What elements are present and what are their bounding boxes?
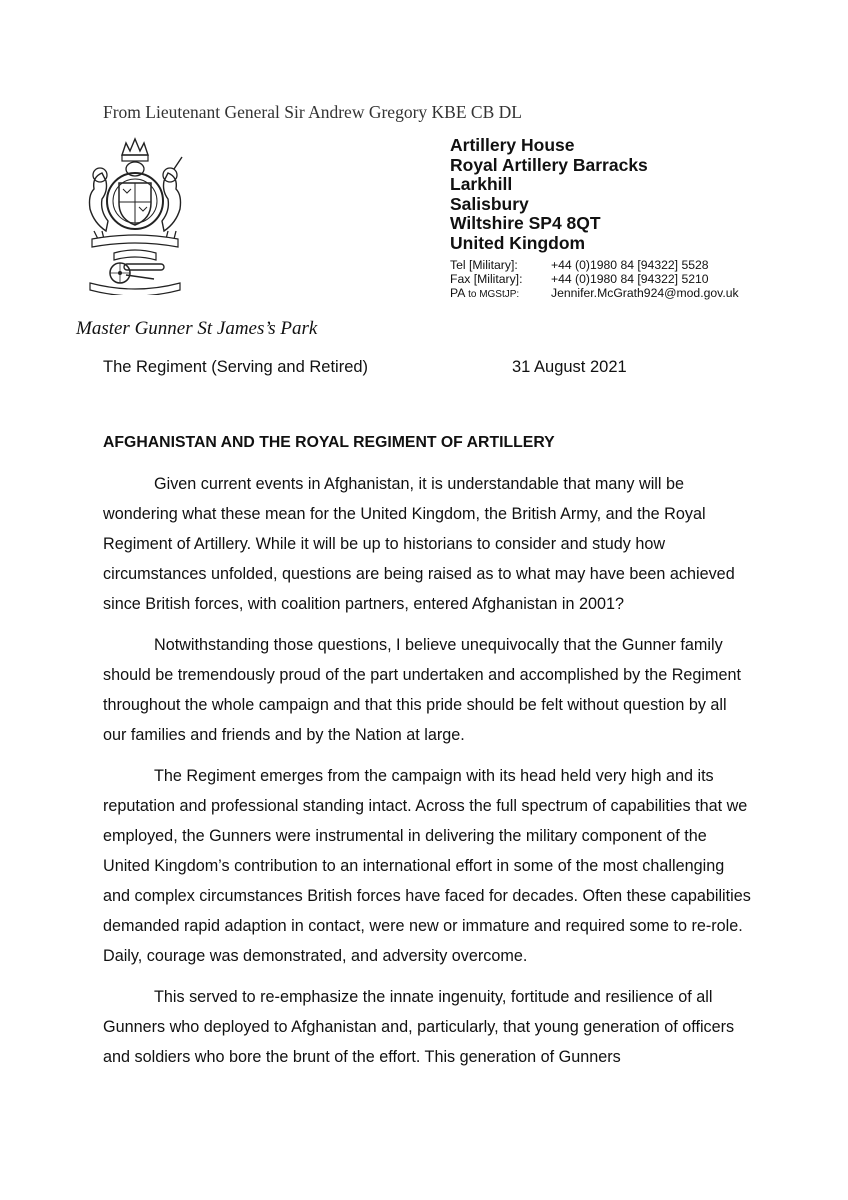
pa-email[interactable]: Jennifer.McGrath924@mod.gov.uk (551, 286, 739, 300)
fax-value: +44 (0)1980 84 [94322] 5210 (551, 272, 709, 286)
royal-coat-of-arms-icon (70, 135, 200, 295)
address-line: United Kingdom (450, 232, 586, 253)
contact-details (450, 258, 739, 302)
pa-row (450, 286, 739, 302)
body-paragraph: Given current events in Afghanistan, it is understandable that many will be wondering what these mean for the United Kingdom, the British Army, and the Royal Regiment of Artillery. While it will be up to historians to consider and study how circumstances unfolded, questions are being raised as to what may have been achieved since British forces, with coalition partners, entered Afghanistan in 2001? (103, 475, 735, 613)
address-line: Royal Artillery Barracks (450, 154, 648, 175)
tel-row (450, 258, 739, 272)
sender-line: From Lieutenant General Sir Andrew Gregory KBE CB DL (103, 102, 522, 122)
tel-label: Tel [Military]: (450, 258, 518, 272)
body-paragraph: Notwithstanding those questions, I believe unequivocally that the Gunner family should be tremendously proud of the part undertaken and accomplished by the Regiment throughout the whole campaign and that this pride should be felt without question by all our families and friends and by the Nation at large. (103, 636, 742, 744)
fax-row (450, 272, 739, 286)
body-paragraph: The Regiment emerges from the campaign with its head held very high and its reputation and professional standing intact. Across the full spectrum of capabilities that we employed, the Gunners were instrumental in delivering the military component of the United Kingdom’s contribution to an international effort in some of the most challenging and complex circumstances British forces have faced for decades. Often these capabilities demanded rapid adaption in contact, were new or immature and required some to re-role. Daily, courage was demonstrated, and adversity overcome. (103, 767, 751, 965)
pa-suffix: to MGStJP: (468, 289, 520, 300)
letter-date: 31 August 2021 (512, 358, 627, 376)
office-title: Master Gunner St James’s Park (76, 318, 318, 339)
address-line: Artillery House (450, 135, 575, 155)
tel-value: +44 (0)1980 84 [94322] 5528 (551, 258, 709, 272)
letter-body (103, 469, 753, 1072)
pa-prefix: PA (450, 286, 465, 300)
return-address (450, 136, 648, 254)
addressee: The Regiment (Serving and Retired) (103, 358, 369, 376)
body-paragraph: This served to re-emphasize the innate ingenuity, fortitude and resilience of all Gunners who deployed to Afghanistan and, particularly, that young generation of officers and soldiers who bore the brunt of the effort. This generation of Gunners (103, 988, 735, 1066)
address-line: Wiltshire SP4 8QT (450, 213, 601, 234)
address-line: Salisbury (450, 193, 529, 214)
subject-heading: AFGHANISTAN AND THE ROYAL REGIMENT OF ARTILLERY (103, 434, 555, 451)
pa-label (450, 286, 551, 302)
address-line: Larkhill (450, 174, 513, 195)
fax-label: Fax [Military]: (450, 272, 523, 286)
